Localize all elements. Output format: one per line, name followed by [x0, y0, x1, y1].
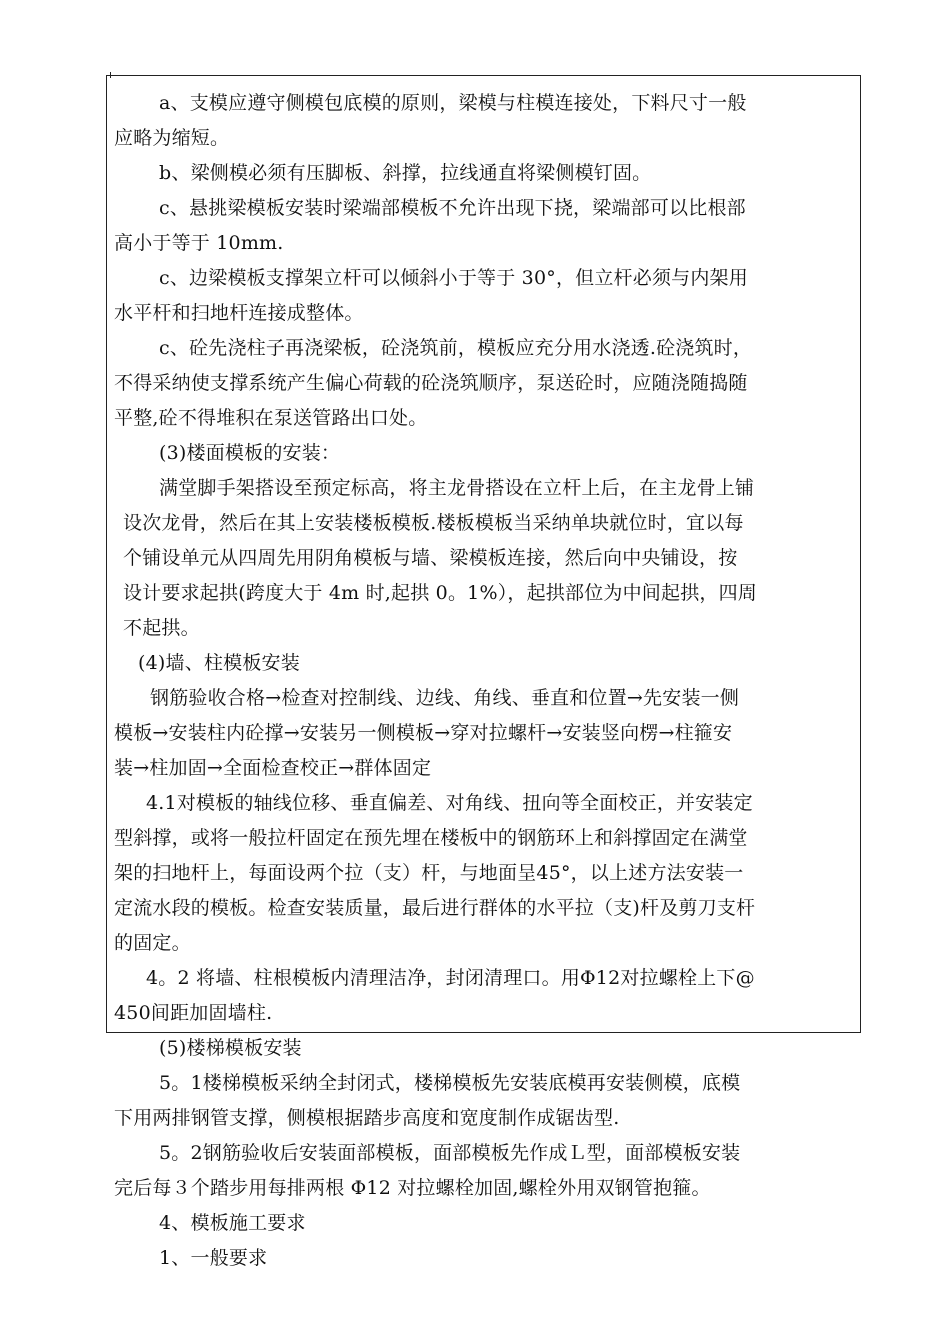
text-line: c、边梁模板支撑架立杆可以倾斜小于等于 30°，但立杆必须与内架用 [159, 267, 748, 289]
text-line: 5。1楼梯模板采纳全封闭式，楼梯模板先安装底模再安装侧模，底模 [159, 1072, 741, 1094]
text-line: 设次龙骨，然后在其上安装楼板模板.楼板模板当采纳单块就位时，宜以每 [123, 512, 744, 534]
text-line: 模板→安装柱内砼撑→安装另一侧模板→穿对拉螺杆→安装竖向楞→柱箍安 [114, 722, 733, 744]
text-line: 个铺设单元从四周先用阴角模板与墙、梁模板连接，然后向中央铺设，按 [123, 547, 738, 569]
text-line: 定流水段的模板。检查安装质量，最后进行群体的水平拉（支)杆及剪刀支杆 [114, 897, 756, 919]
text-line: 型斜撑，或将一般拉杆固定在预先埋在楼板中的钢筋环上和斜撑固定在满堂 [114, 827, 748, 849]
section-heading: (4)墙、柱模板安装 [138, 652, 300, 674]
text-line: a、支模应遵守侧模包底模的原则，梁模与柱模连接处，下料尺寸一般 [159, 92, 747, 114]
text-line: 不得采纳使支撑系统产生偏心荷载的砼浇筑顺序，泵送砼时，应随浇随捣随 [114, 372, 748, 394]
text-line: 4.1对模板的轴线位移、垂直偏差、对角线、扭向等全面校正，并安装定 [146, 792, 753, 814]
text-line: 钢筋验收合格→检查对控制线、边线、角线、垂直和位置→先安装一侧 [150, 687, 740, 709]
text-line: 5。2钢筋验收后安装面部模板，面部模板先作成Ｌ型，面部模板安装 [159, 1142, 741, 1164]
text-line: 450间距加固墙柱. [114, 1002, 273, 1024]
section-heading: 1、一般要求 [159, 1247, 268, 1269]
text-line: 水平杆和扫地杆连接成整体。 [114, 302, 364, 324]
text-line: c、砼先浇柱子再浇梁板，砼浇筑前，模板应充分用水浇透.砼浇筑时， [159, 337, 753, 359]
text-line: 完后每３个踏步用每排两根 Φ12 对拉螺栓加固,螺栓外用双钢管抱箍。 [114, 1177, 711, 1199]
text-line: 下用两排钢管支撑，侧模根据踏步高度和宽度制作成锯齿型. [114, 1107, 620, 1129]
text-line: b、梁侧模必须有压脚板、斜撑，拉线通直将梁侧模钉固。 [159, 162, 652, 184]
text-line: 平整,砼不得堆积在泵送管路出口处。 [114, 407, 428, 429]
text-line: 装→柱加固→全面检查校正→群体固定 [114, 757, 432, 779]
text-line: 不起拱。 [123, 617, 200, 639]
text-line: 架的扫地杆上，每面设两个拉（支）杆，与地面呈45°，以上述方法安装一 [114, 862, 744, 884]
text-line: 高小于等于 10mm. [114, 232, 284, 254]
text-line: 满堂脚手架搭设至预定标高，将主龙骨搭设在立杆上后，在主龙骨上铺 [159, 477, 755, 499]
section-heading: (3)楼面模板的安装： [159, 442, 341, 464]
text-line: 的固定。 [114, 932, 191, 954]
section-heading: (5)楼梯模板安装 [159, 1037, 302, 1059]
text-line: 4。2 将墙、柱根模板内清理洁净，封闭清理口。用Φ12对拉螺栓上下@ [146, 967, 755, 989]
text-line: c、悬挑梁模板安装时梁端部模板不允许出现下挠，梁端部可以比根部 [159, 197, 746, 219]
text-line: 应略为缩短。 [114, 127, 230, 149]
section-heading: 4、模板施工要求 [159, 1212, 306, 1234]
document-body [114, 86, 854, 1276]
text-line: 设计要求起拱(跨度大于 4m 时,起拱 0。1%），起拱部位为中间起拱，四周 [123, 582, 758, 604]
